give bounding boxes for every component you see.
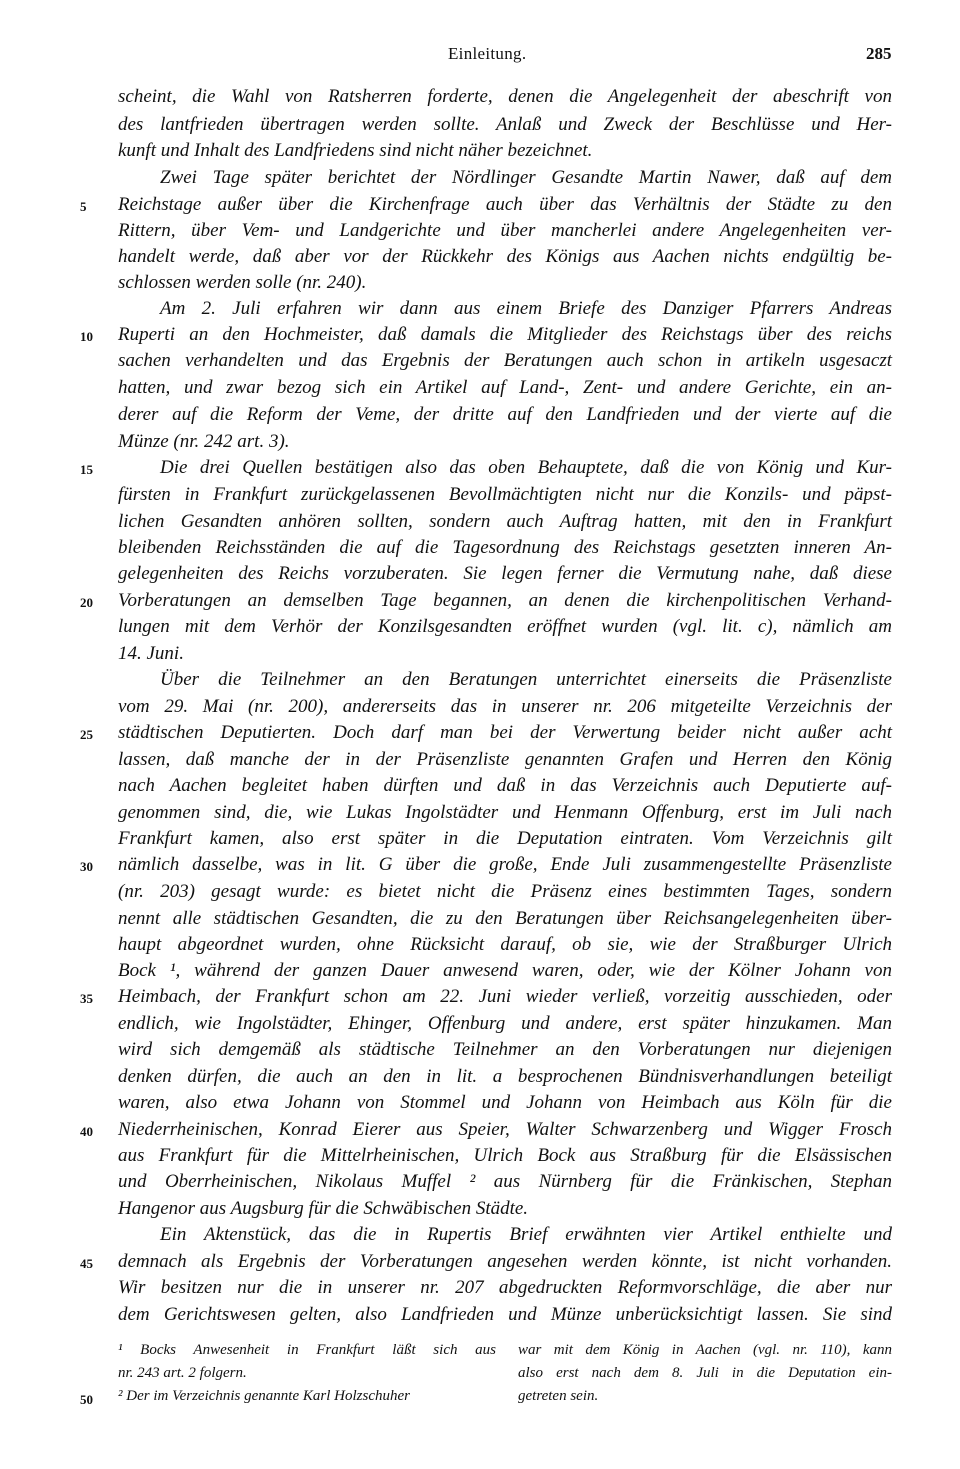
body-line: scheint, die Wahl von Ratsherren forderte, denen die Angelegenheit der abeschrift von: [118, 86, 892, 107]
body-line: aus Frankfurt für die Mittelrheinischen, Ulrich Bock aus Straßburg für die Elsässischen: [118, 1145, 892, 1166]
body-line: 14. Juni.: [118, 643, 184, 664]
body-line: Wir besitzen nur die in unserer nr. 207 abgedruckten Reformvorschläge, die aber nur: [118, 1277, 892, 1298]
line-number: 40: [80, 1124, 93, 1139]
body-line: schlossen werden solle (nr. 240).: [118, 272, 367, 293]
body-line: lungen mit dem Verhör der Konzilsgesandten eröffnet wurden (vgl. lit. c), nämlich am: [118, 616, 892, 637]
body-line: (nr. 203) gesagt wurde: es bietet nicht die Präsenz eines bestimmten Tages, sondern: [118, 881, 892, 902]
body-line: gelegenheiten des Reichs vorzuberaten. Sie legen ferner die Vermutung nahe, daß diese: [118, 563, 892, 584]
body-line: Ruperti an den Hochmeister, daß damals die Mitglieder des Reichstags über des reichs: [118, 324, 892, 345]
line-number: 25: [80, 727, 93, 742]
body-line: genommen sind, die, wie Lukas Ingolstädter und Henmann Offenburg, erst im Juli nach: [118, 802, 892, 823]
body-line: lichen Gesandten anhören sollten, sondern auch Auftrag hatten, mit den in Frankfurt: [118, 511, 892, 532]
body-line: Die drei Quellen bestätigen also das oben Behauptete, daß die von König und Kur-: [160, 457, 892, 478]
footnote-line: war mit dem König in Aachen (vgl. nr. 110), kann: [518, 1342, 892, 1358]
footnote-line: getreten sein.: [518, 1388, 599, 1404]
body-line: Über die Teilnehmer an den Beratungen unterrichtet einerseits die Präsenzliste: [160, 669, 892, 690]
body-line: denken dürfen, die auch an den in lit. a besprochenen Bündnisverhandlungen beteiligt: [118, 1066, 892, 1087]
line-number: 10: [80, 329, 93, 344]
body-line: Niederrheinischen, Konrad Eierer aus Speier, Walter Schwarzenberg und Wigger Frosch: [118, 1119, 892, 1140]
body-line: haupt abgeordnet wurden, ohne Rücksicht darauf, ob sie, wie der Straßburger Ulrich: [118, 934, 892, 955]
line-number: 30: [80, 859, 93, 874]
body-line: Münze (nr. 242 art. 3).: [118, 431, 290, 452]
body-line: nennt alle städtischen Gesandten, die zu den Beratungen über Reichsangelegenheiten über-: [118, 908, 892, 929]
body-line: Reichstage außer über die Kirchenfrage auch über das Verhältnis der Städte zu den: [118, 194, 892, 215]
body-line: des lantfrieden übertragen werden sollte. Anlaß und Zweck der Beschlüsse und Her-: [118, 114, 892, 135]
body-line: nämlich dasselbe, was in lit. G über die große, Ende Juli zusammengestellte Präsenzliste: [118, 854, 892, 875]
body-line: Rittern, über Vem- und Landgerichte und über mancherlei andere Angelegenheiten ver-: [118, 220, 892, 241]
body-line: Am 2. Juli erfahren wir dann aus einem Briefe des Danziger Pfarrers Andreas: [160, 298, 892, 319]
body-line: Zwei Tage später berichtet der Nördlinger Gesandte Martin Nawer, daß auf dem: [160, 167, 892, 188]
body-line: handelt werde, daß aber vor der Rückkehr des Königs aus Aachen nichts endgültig be-: [118, 246, 892, 267]
body-line: lassen, daß manche der in der Präsenzliste genannten Grafen und Herren den König: [118, 749, 892, 770]
footnote-line: ² Der im Verzeichnis genannte Karl Holzschuher: [118, 1388, 410, 1404]
body-line: und Oberrheinischen, Nikolaus Muffel ² aus Nürnberg für die Fränkischen, Stephan: [118, 1171, 892, 1192]
footnote-line: nr. 243 art. 2 folgern.: [118, 1365, 247, 1381]
line-number: 35: [80, 991, 93, 1006]
body-line: dem Gerichtswesen gelten, also Landfrieden und Münze unberücksichtigt lassen. Sie sind: [118, 1304, 892, 1325]
line-number: 5: [80, 199, 87, 214]
body-line: hatten, und zwar bezog sich ein Artikel auf Land-, Zent- und andere Gerichte, ein an-: [118, 377, 892, 398]
body-line: vom 29. Mai (nr. 200), andererseits das in unserer nr. 206 mitgeteilte Verzeichnis der: [118, 696, 892, 717]
body-line: städtischen Deputierten. Doch darf man bei der Verwertung beider nicht außer acht: [118, 722, 892, 743]
body-line: Frankfurt kamen, also erst später in die Deputation eintraten. Vom Verzeichnis gilt: [118, 828, 892, 849]
page-number: 285: [866, 44, 892, 63]
body-line: fürsten in Frankfurt zurückgelassenen Bevollmächtigten nicht nur die Konzils- und päpst-: [118, 484, 892, 505]
body-line: Bock ¹, während der ganzen Dauer anwesend waren, oder, wie der Kölner Johann von: [118, 960, 892, 981]
running-header: [0, 44, 960, 68]
body-line: Vorberatungen an demselben Tage begannen, an denen die kirchenpolitischen Verhand-: [118, 590, 892, 611]
body-line: derer auf die Reform der Veme, der dritte auf den Landfrieden und der vierte auf die: [118, 404, 892, 425]
body-line: waren, also etwa Johann von Stommel und Johann von Heimbach aus Köln für die: [118, 1092, 892, 1113]
body-line: bleibenden Reichsständen die auf die Tagesordnung des Reichstags gesetzten inneren An-: [118, 537, 892, 558]
line-number: 15: [80, 462, 93, 477]
body-line: demnach als Ergebnis der Vorberatungen angesehen werden könnte, ist nicht vorhanden.: [118, 1251, 892, 1272]
line-number: 45: [80, 1256, 93, 1271]
body-line: sachen verhandelten und das Ergebnis der Beratungen auch schon in artikeln usgesaczt: [118, 350, 892, 371]
line-number: 50: [80, 1392, 93, 1407]
header-title: Einleitung.: [448, 44, 527, 63]
footnote-line: also erst nach dem 8. Juli in die Deputation ein-: [518, 1365, 892, 1381]
line-number: 20: [80, 595, 93, 610]
body-line: Heimbach, der Frankfurt schon am 22. Juni wieder verließ, vorzeitig ausschieden, oder: [118, 986, 892, 1007]
body-line: Hangenor aus Augsburg für die Schwäbischen Städte.: [118, 1198, 529, 1219]
body-line: endlich, wie Ingolstädter, Ehinger, Offenburg und andere, erst später hinzukamen. Man: [118, 1013, 892, 1034]
body-line: wird sich demgemäß als städtische Teilnehmer an den Vorberatungen nur diejenigen: [118, 1039, 892, 1060]
body-line: Ein Aktenstück, das die in Rupertis Brief erwähnten vier Artikel enthielte und: [160, 1224, 892, 1245]
body-line: kunft und Inhalt des Landfriedens sind nicht näher bezeichnet.: [118, 140, 593, 161]
footnote-line: ¹ Bocks Anwesenheit in Frankfurt läßt sich aus: [118, 1342, 496, 1358]
body-line: nach Aachen begleitet haben dürften und daß in das Verzeichnis auch Deputierte auf-: [118, 775, 892, 796]
